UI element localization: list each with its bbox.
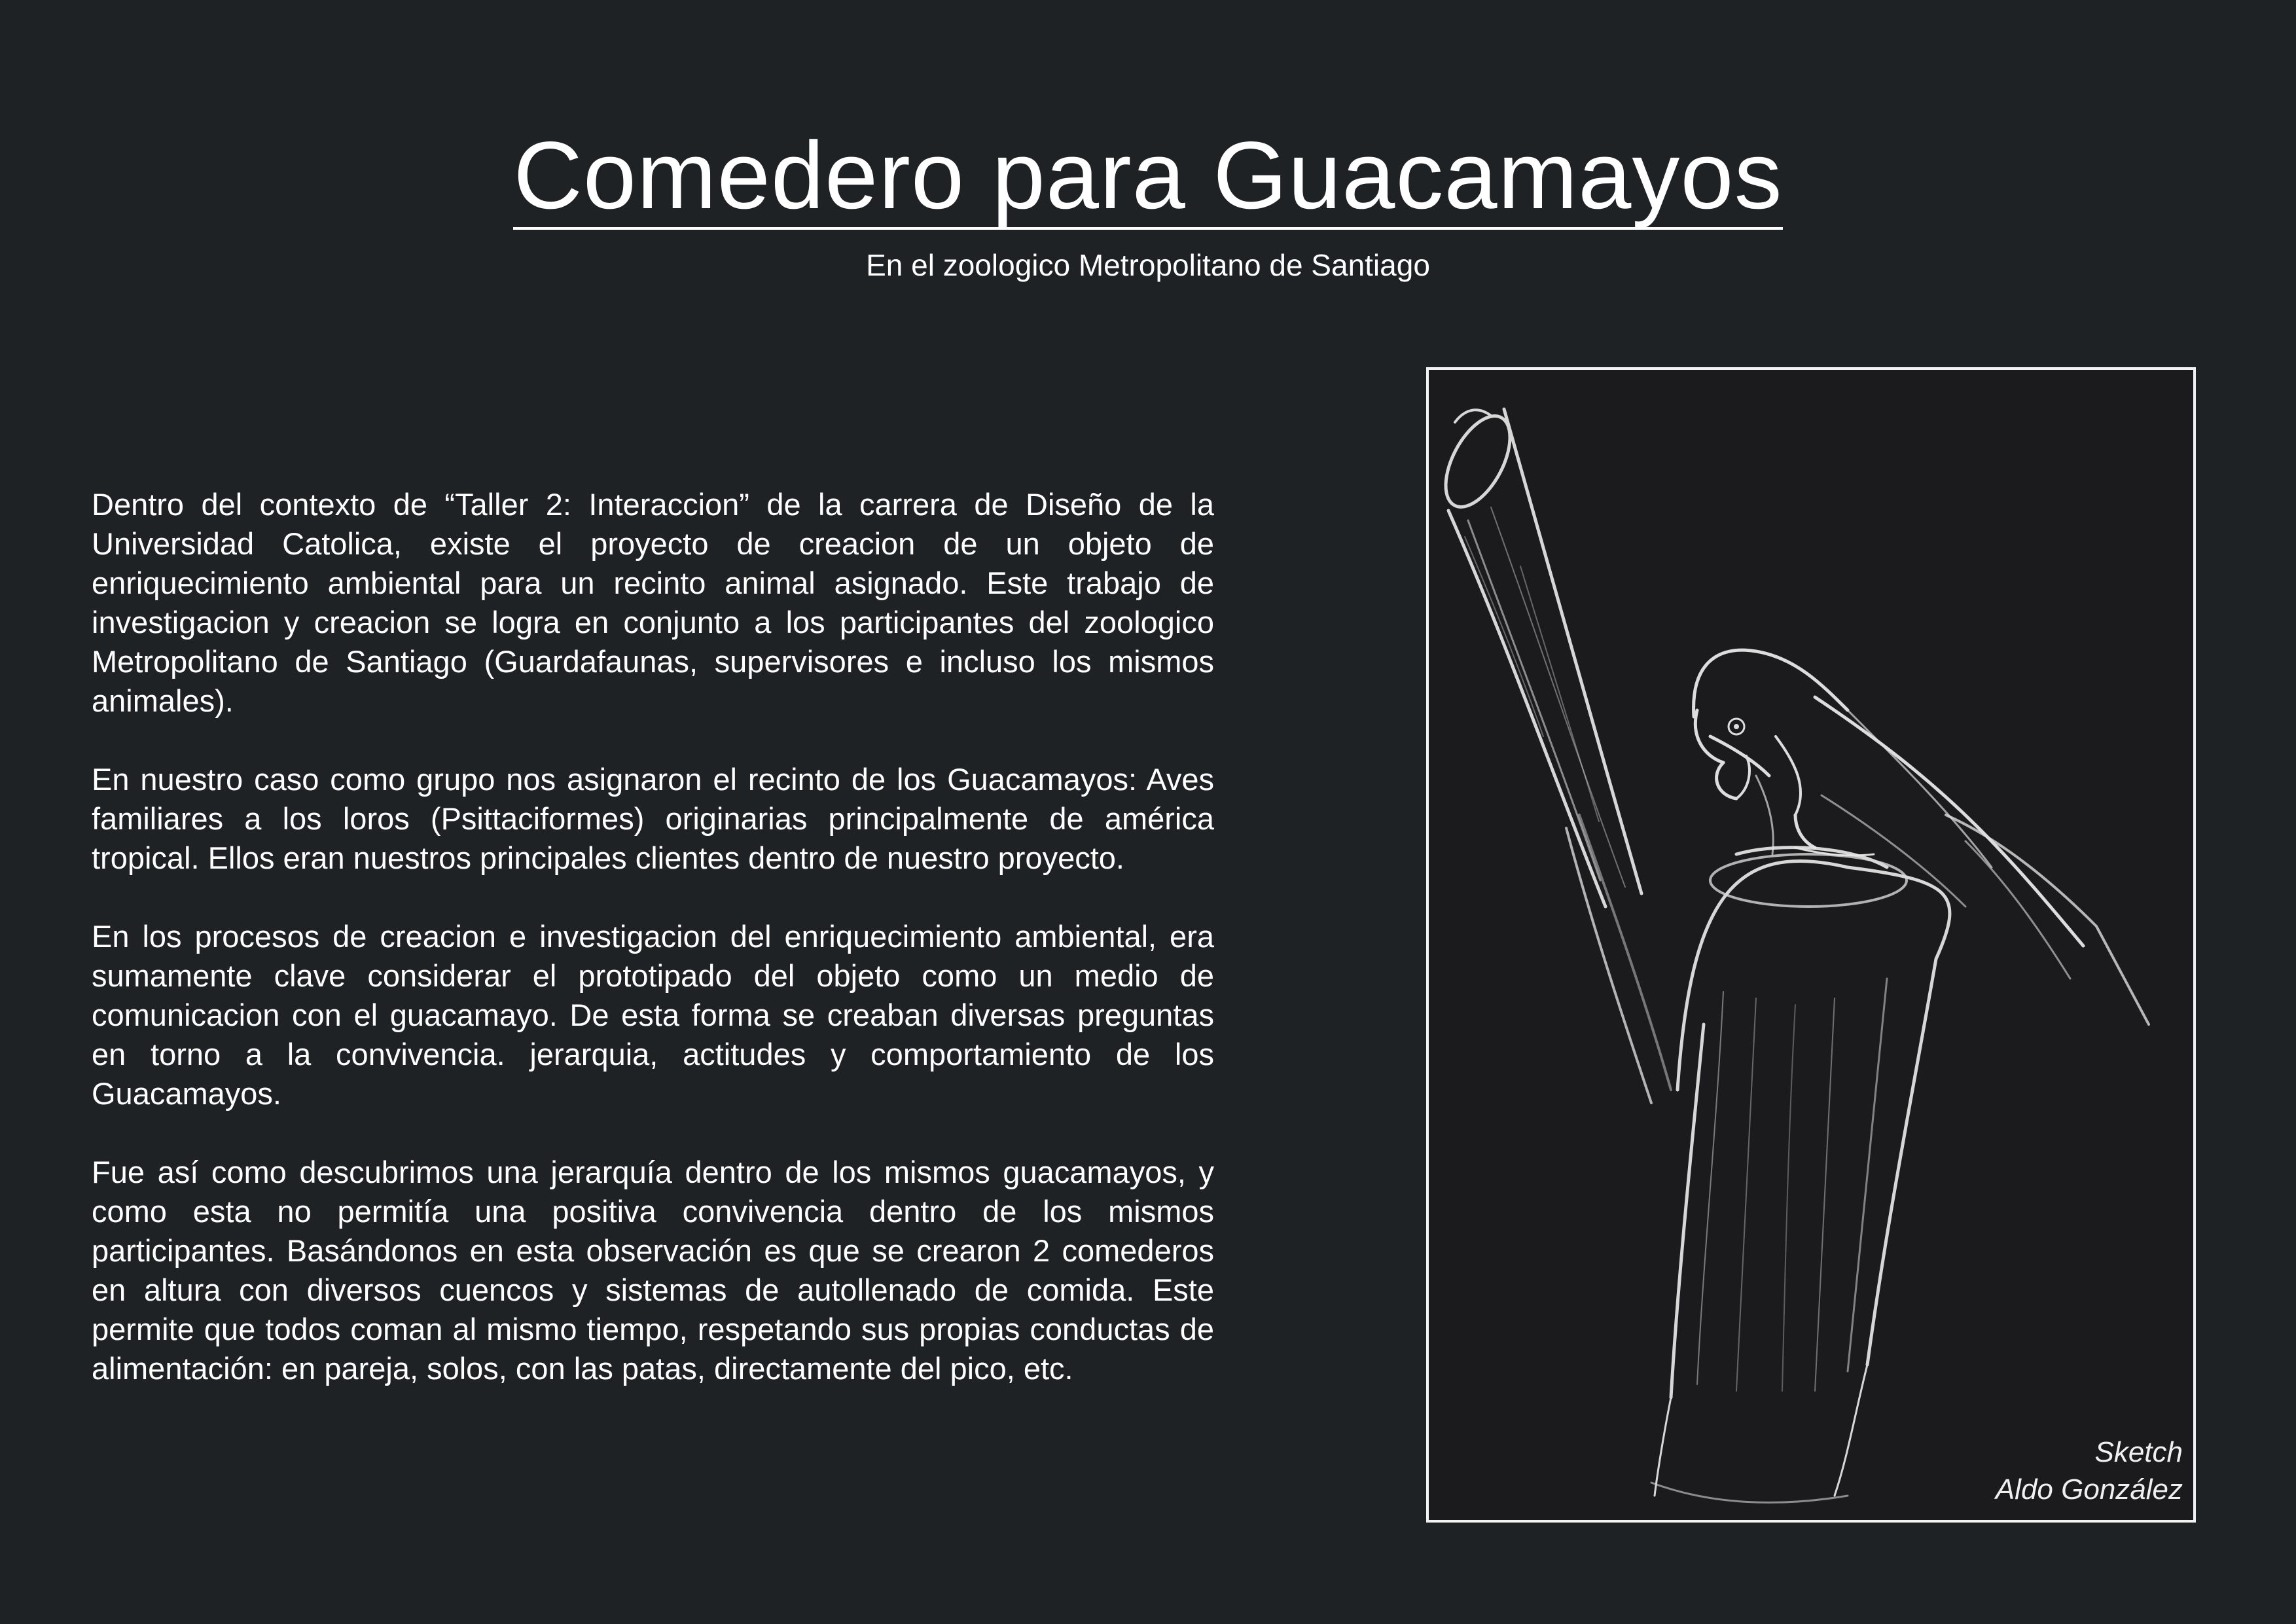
page-title: Comedero para Guacamayos — [513, 122, 1783, 228]
body-text — [92, 485, 1214, 1428]
fork-sketch — [1566, 815, 1671, 1103]
macaw-sketch-illustration — [1429, 370, 2193, 1520]
credit-author: Aldo González — [1995, 1473, 2183, 1506]
paragraph-1: Dentro del contexto de “Taller 2: Interaccion” de la carrera de Diseño de la Universidad Catolica, existe el proyecto de creacion de un objeto de enriquecimiento ambiental para un recinto animal asignado. Este trabajo de investigacion y creacion se logra en conjunto a los participantes del zoologico Metropolitano de Santiago (Guardafaunas, supervisores e incluso los mismos animales). — [92, 487, 1214, 718]
sketch-frame — [1426, 367, 2196, 1523]
trunk-sketch — [1651, 848, 1950, 1503]
paragraph-4: Fue así como descubrimos una jerarquía dentro de los mismos guacamayos, y como esta no permitía una positiva convivencia dentro de los mismos participantes. Basándonos en esta observación es que se crearon 2 comederos en altura con diversos cuencos y sistemas de autollenado de comida. Este permite que todos coman al mismo tiempo, respetando sus propias conductas de alimentación: en pareja, solos, con las patas, directamente del pico, etc. — [92, 1155, 1214, 1386]
credit-label: Sketch — [2094, 1436, 2183, 1468]
paragraph-3: En los procesos de creacion e investigacion del enriquecimiento ambiental, era sumamente clave considerar el prototipado del objeto como un medio de comunicacion con el guacamayo. De esta forma se creaban diversas preguntas en torno a la convivencia. jerarquia, actitudes y comportamiento de los Guacamayos. — [92, 919, 1214, 1111]
branch-sketch — [1433, 406, 1641, 907]
paragraph-2: En nuestro caso como grupo nos asignaron el recinto de los Guacamayos: Aves familiares a los loros (Psittaciformes) originarias principalmente de américa tropical. Ellos eran nuestros principales clientes dentro de nuestro proyecto. — [92, 762, 1214, 875]
macaw-sketch — [1694, 650, 2149, 1024]
sketch-credit — [1996, 1434, 2183, 1508]
title-container — [0, 122, 2296, 230]
page-subtitle: En el zoologico Metropolitano de Santiago — [866, 248, 1430, 282]
